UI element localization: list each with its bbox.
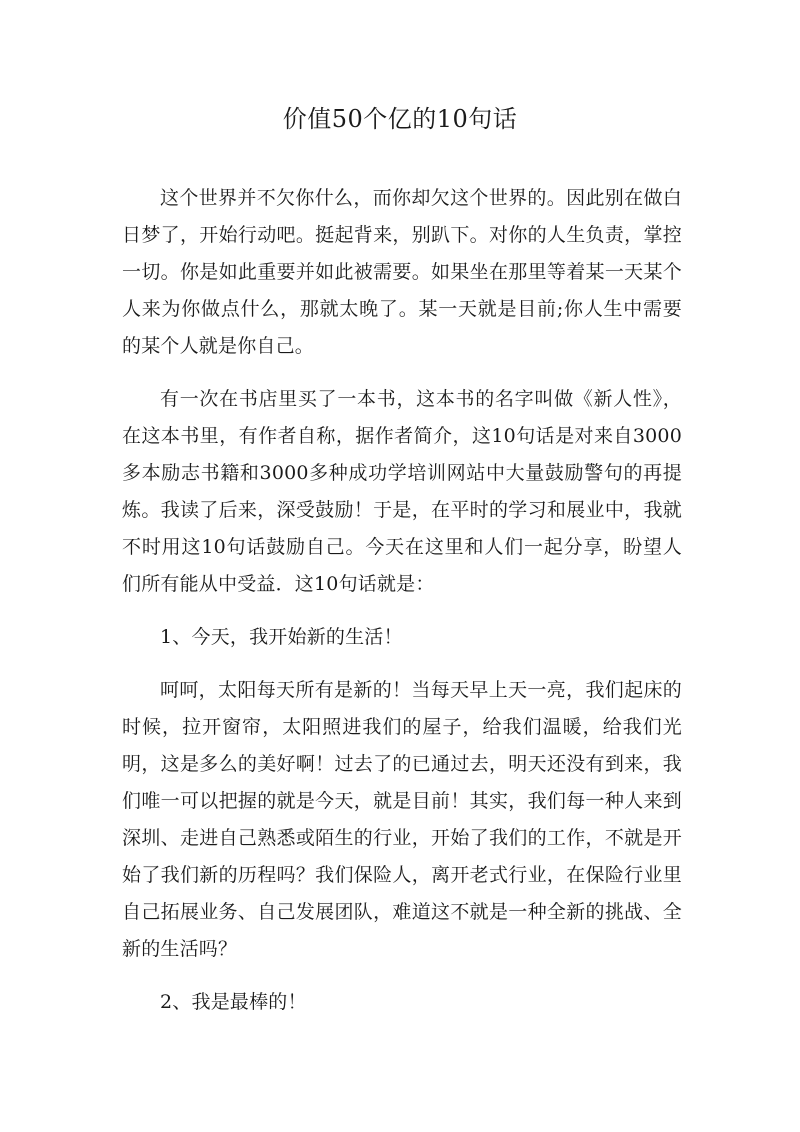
- document-title: 价值50个亿的10句话: [282, 105, 518, 133]
- paragraph-point-2-heading: 2、我是最棒的！: [160, 991, 307, 1013]
- paragraph-intro: 这个世界并不欠你什么，而你却欠这个世界的。因此别在做白日梦了，开始行动吧。挺起背来，别趴下。对你的人生负责，掌控一切。你是如此重要并如此被需要。如果坐在那里等着某一天某个人来为你做点什么，那就太晚了。某一天就是目前;你人生中需要的某个人就是你自己。: [122, 187, 682, 357]
- paragraph-book-story: 有一次在书店里买了一本书，这本书的名字叫做《新人性》，在这本书里，有作者自称，据作者简介，这10句话是对来自3000多本励志书籍和3000多种成功学培训网站中大量鼓励警句的再提炼。我读了后来，深受鼓励！于是，在平时的学习和展业中，我就不时用这10句话鼓励自己。今天在这里和人们一起分享，盼望人们所有能从中受益．这10句话就是：: [122, 388, 682, 595]
- paragraph-point-1-heading: 1、今天，我开始新的生活！: [160, 626, 403, 648]
- document-body: [122, 180, 682, 1021]
- paragraph-point-1-body: 呵呵，太阳每天所有是新的！当每天早上天一亮，我们起床的时候，拉开窗帘，太阳照进我们的屋子，给我们温暖，给我们光明，这是多么的美好啊！过去了的已通过去，明天还没有到来，我们唯一可以把握的就是今天，就是目前！其实，我们每一种人来到深圳、走进自己熟悉或陌生的行业，开始了我们的工作，不就是开始了我们新的历程吗？我们保险人，离开老式行业，在保险行业里自己拓展业务、自己发展团队，难道这不就是一种全新的挑战、全新的生活吗？: [122, 679, 682, 960]
